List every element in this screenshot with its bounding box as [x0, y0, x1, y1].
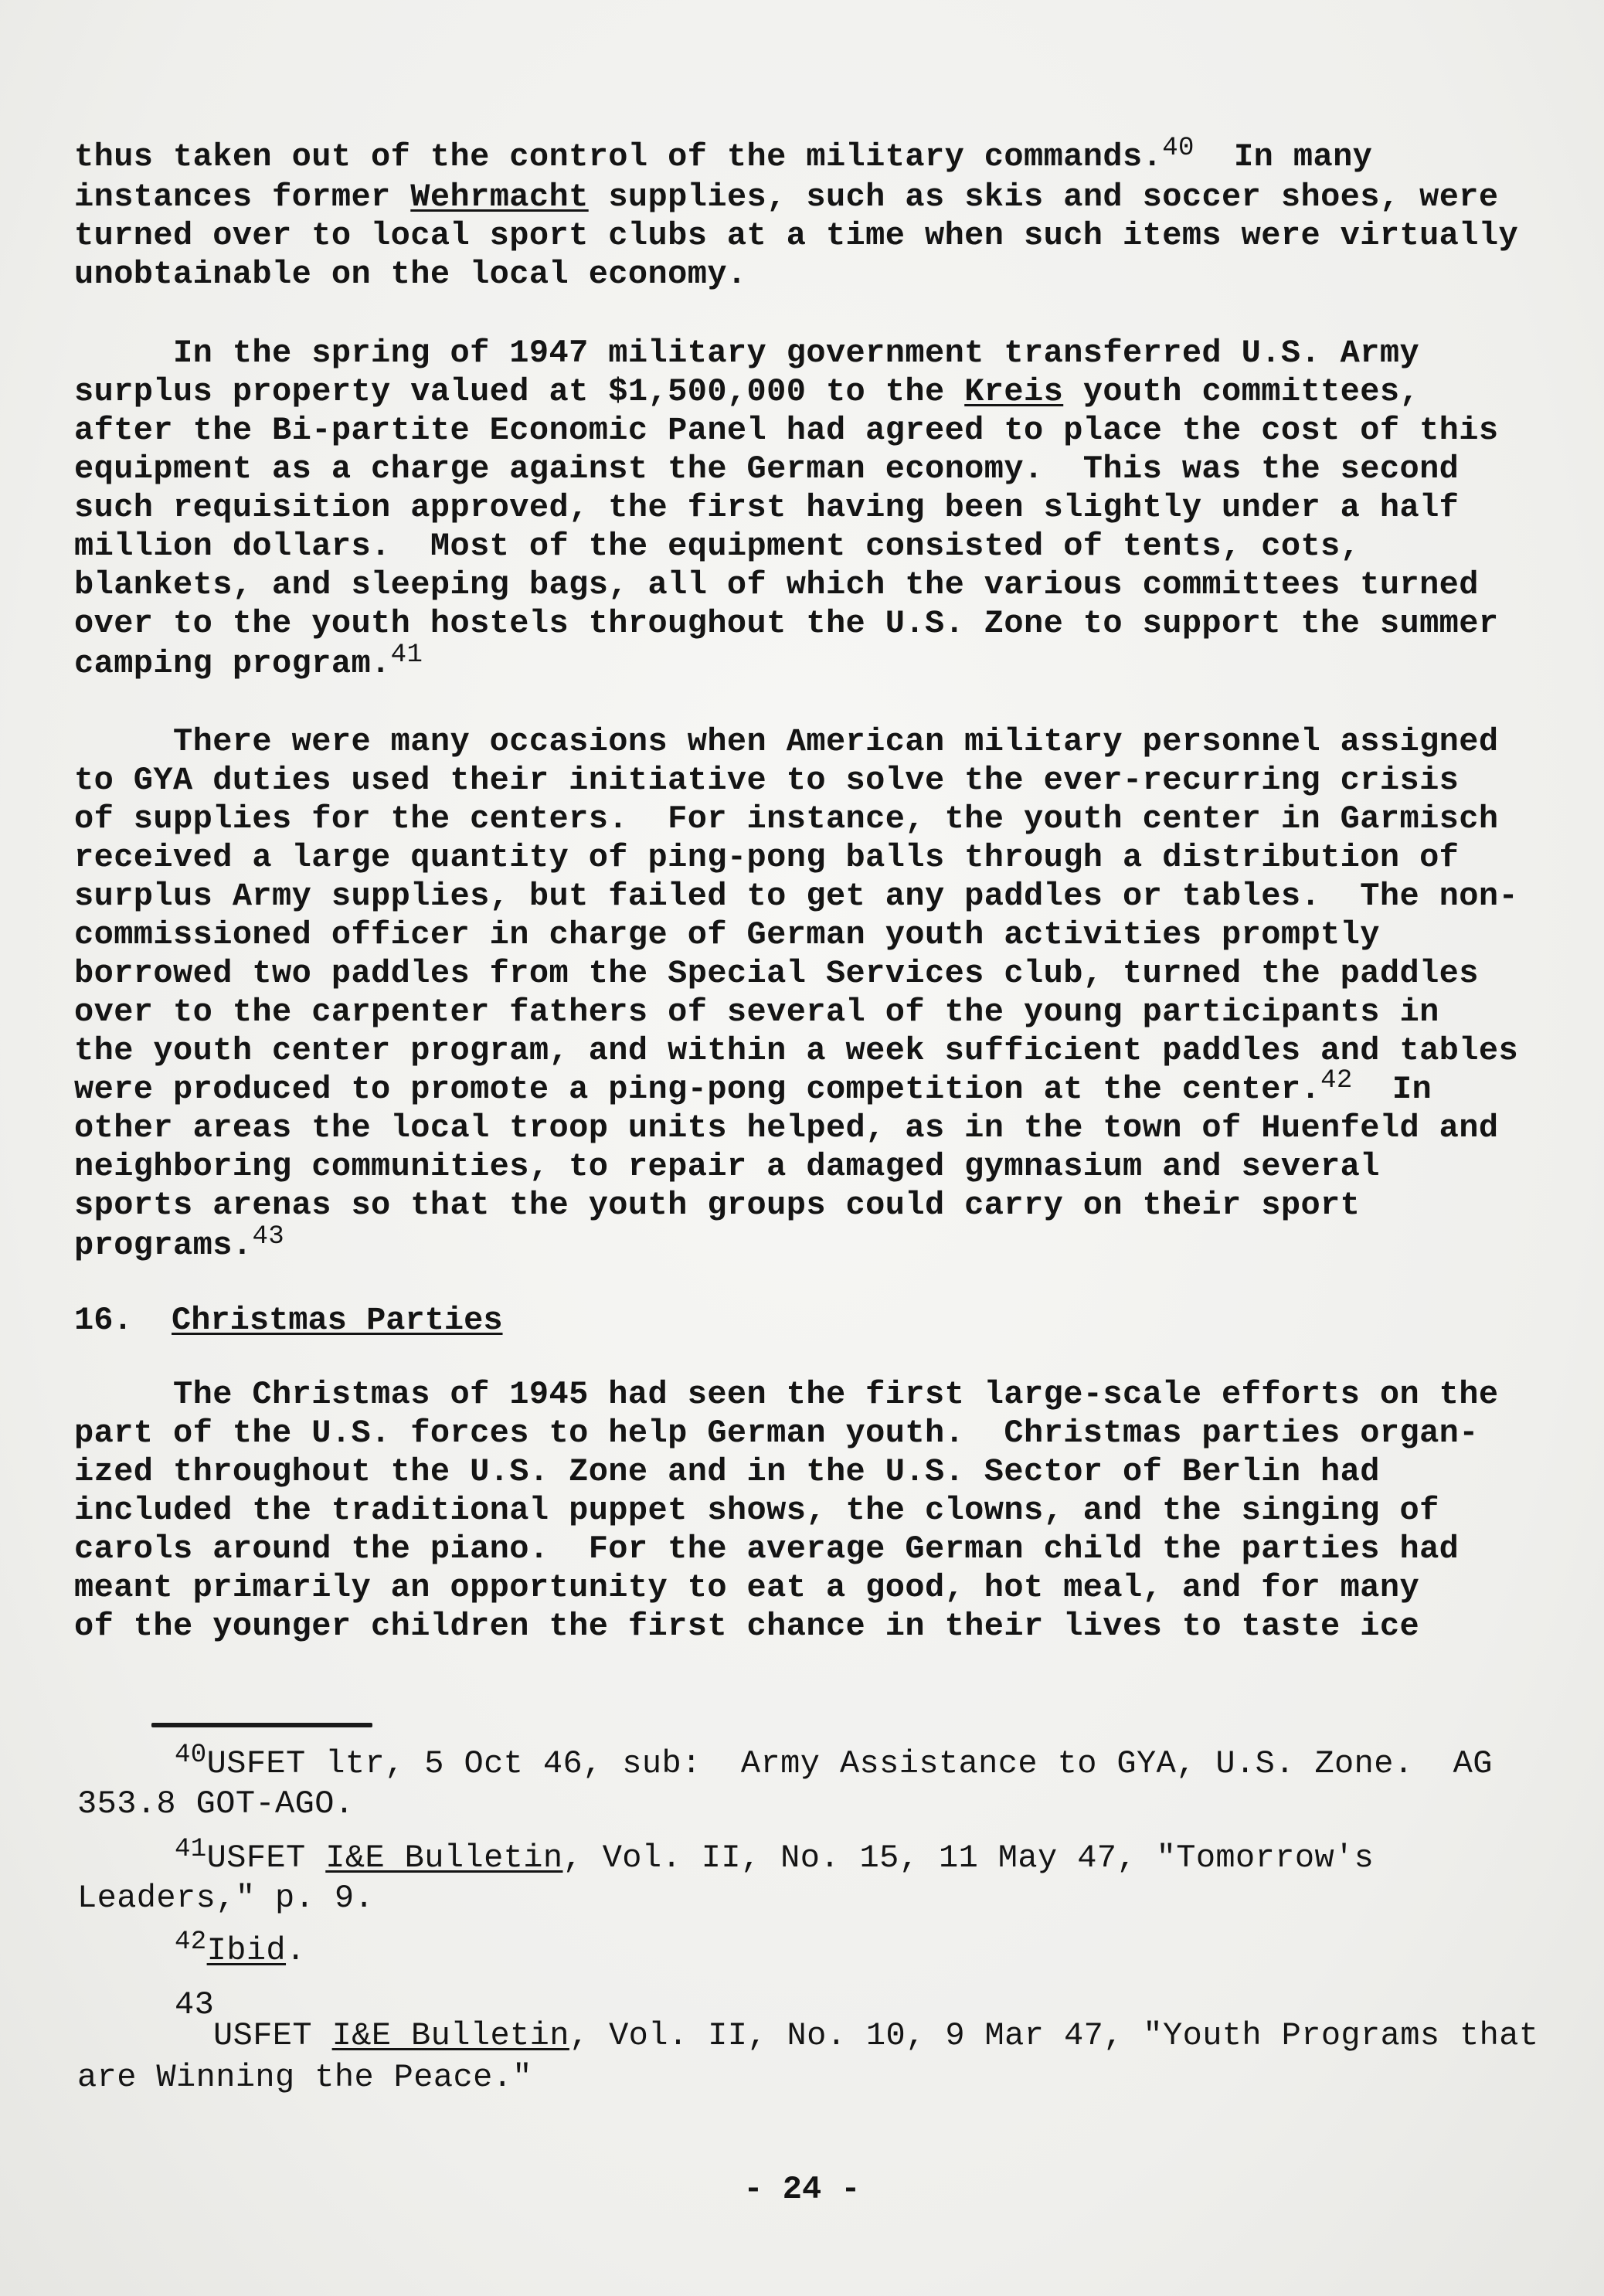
- publication-title: I&E Bulletin: [331, 2017, 569, 2054]
- text-line: the youth center program, and within a week sufficient paddles and tables: [74, 1032, 1519, 1069]
- text-line: other areas the local troop units helped, as in the town of Huenfeld and: [74, 1109, 1499, 1146]
- section-title: Christmas Parties: [172, 1302, 503, 1339]
- footnote-ref-43[interactable]: 43: [252, 1222, 285, 1252]
- text-line: of the younger children the first chance in their lives to taste ice: [74, 1608, 1420, 1645]
- text-line: instances former Wehrmacht supplies, such as skis and soccer shoes, were: [74, 178, 1499, 216]
- text-line: In the spring of 1947 military government transferred U.S. Army: [74, 335, 1420, 372]
- underlined-term: Kreis: [964, 373, 1064, 410]
- text-line: thus taken out of the control of the military commands.$^{40}$ In many: [74, 134, 1373, 175]
- text-line: such requisition approved, the first having been slightly under a half: [74, 489, 1460, 526]
- text-line: included the traditional puppet shows, the clowns, and the singing of: [74, 1492, 1439, 1529]
- text-line: turned over to local sport clubs at a time when such items were virtually: [74, 217, 1519, 254]
- text-line: commissioned officer in charge of German youth activities promptly: [74, 916, 1380, 953]
- text-line: blankets, and sleeping bags, all of which the various committees turned: [74, 566, 1479, 603]
- text-line: sports arenas so that the youth groups could carry on their sport: [74, 1187, 1361, 1224]
- section-number: 16.: [74, 1302, 133, 1339]
- footnote-number: 41: [175, 1835, 207, 1864]
- text-line: over to the youth hostels throughout the U.S. Zone to support the summer: [74, 605, 1499, 642]
- text-line: over to the carpenter fathers of several of the young participants in: [74, 993, 1439, 1031]
- footnote-43-number: 43: [175, 1986, 215, 2023]
- underlined-term: Wehrmacht: [410, 178, 589, 216]
- footnote-line: 353.8 GOT-AGO.: [77, 1785, 355, 1822]
- footnote-ref-41[interactable]: 41: [390, 640, 423, 670]
- text-line: surplus Army supplies, but failed to get any paddles or tables. The non-: [74, 878, 1519, 915]
- footnote-number: 42: [175, 1927, 207, 1957]
- footnote-41: $^{41}$USFET I&E Bulletin, Vol. II, No. 15, 11 May 47, "Tomorrow's: [175, 1835, 1375, 1877]
- text-line: equipment as a charge against the German economy. This was the second: [74, 450, 1460, 487]
- text-line: ized throughout the U.S. Zone and in the U.S. Sector of Berlin had: [74, 1453, 1380, 1490]
- text-line: The Christmas of 1945 had seen the first large-scale efforts on the: [74, 1376, 1499, 1413]
- text-line: There were many occasions when American military personnel assigned: [74, 723, 1499, 760]
- footnote-ref-40[interactable]: 40: [1162, 134, 1195, 163]
- text-line: part of the U.S. forces to help German youth. Christmas parties organ-: [74, 1415, 1479, 1452]
- text-line: programs.$^{43}$: [74, 1222, 285, 1264]
- footnote-ref-42[interactable]: 42: [1320, 1066, 1353, 1095]
- text-line: meant primarily an opportunity to eat a good, hot meal, and for many: [74, 1569, 1420, 1606]
- text-line: to GYA duties used their initiative to solve the ever-recurring crisis: [74, 762, 1460, 799]
- page-number: - 24 -: [743, 2171, 861, 2208]
- footnote-40: $^{40}$USFET ltr, 5 Oct 46, sub: Army Assistance to GYA, U.S. Zone. AG: [175, 1741, 1493, 1782]
- footnote-number: 40: [175, 1741, 207, 1770]
- footnote-43: USFET I&E Bulletin, Vol. II, No. 10, 9 Mar 47, "Youth Programs that: [213, 2017, 1539, 2054]
- text-line: neighboring communities, to repair a damaged gymnasium and several: [74, 1148, 1380, 1185]
- text-line: carols around the piano. For the average German child the parties had: [74, 1530, 1460, 1567]
- text-line: were produced to promote a ping-pong competition at the center.$^{42}$ In: [74, 1066, 1432, 1108]
- footnote-42: $^{42}$Ibid.: [175, 1927, 306, 1969]
- footnote-line: Leaders," p. 9.: [77, 1880, 375, 1917]
- section-heading: [74, 1301, 503, 1340]
- text-line: million dollars. Most of the equipment consisted of tents, cots,: [74, 528, 1361, 565]
- text-line: camping program.$^{41}$: [74, 640, 423, 682]
- footnote-separator: [151, 1723, 372, 1727]
- text-line: of supplies for the centers. For instance, the youth center in Garmisch: [74, 800, 1499, 837]
- footnote-line: are Winning the Peace.": [77, 2059, 532, 2096]
- text-line: surplus property valued at $1,500,000 to the Kreis youth committees,: [74, 373, 1420, 410]
- text-line: unobtainable on the local economy.: [74, 256, 747, 293]
- text-line: received a large quantity of ping-pong balls through a distribution of: [74, 839, 1460, 876]
- ibid-text: Ibid: [206, 1932, 287, 1969]
- text-line: borrowed two paddles from the Special Services club, turned the paddles: [74, 955, 1479, 992]
- publication-title: I&E Bulletin: [325, 1839, 563, 1877]
- text-line: after the Bi-partite Economic Panel had agreed to place the cost of this: [74, 412, 1499, 449]
